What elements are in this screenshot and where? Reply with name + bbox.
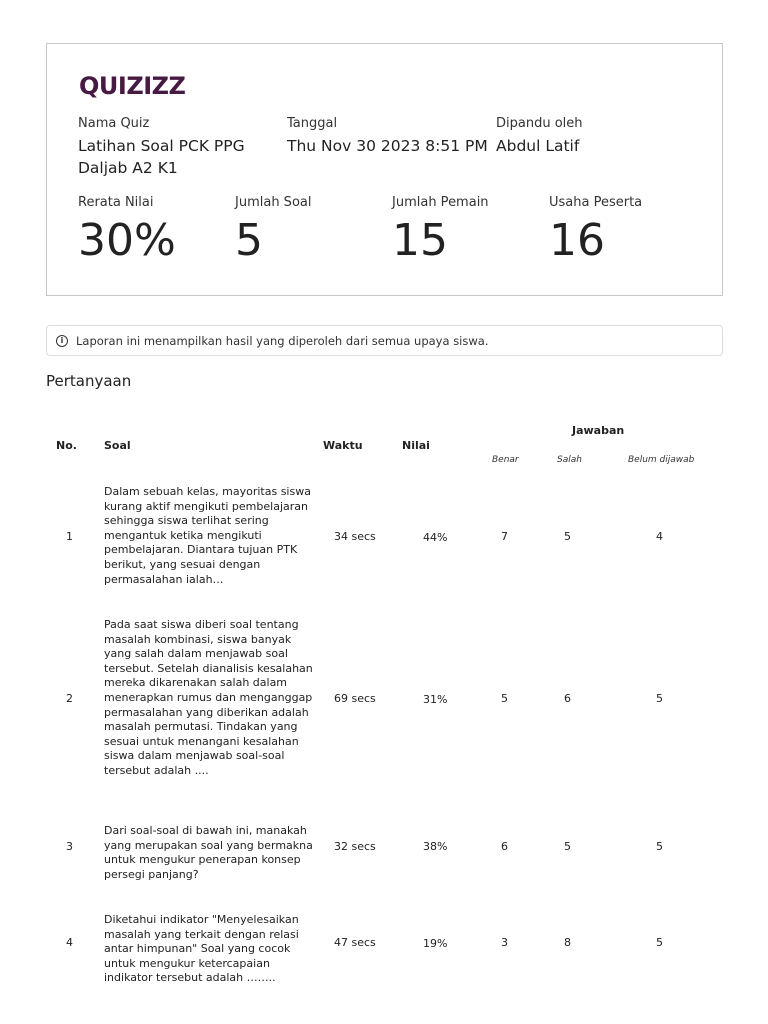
time-value: 47 secs <box>334 936 376 949</box>
row-number: 1 <box>66 530 73 543</box>
time-value: 32 secs <box>334 840 376 853</box>
unanswered-count: 4 <box>656 530 663 543</box>
host-value: Abdul Latif <box>496 137 580 155</box>
correct-count: 7 <box>501 530 508 543</box>
wrong-count: 8 <box>564 936 571 949</box>
info-banner-text: Laporan ini menampilkan hasil yang diperoleh dari semua upaya siswa. <box>76 333 489 348</box>
quiz-summary-card <box>46 43 723 296</box>
header-benar: Benar <box>492 455 519 465</box>
header-salah: Salah <box>557 455 582 465</box>
header-belum: Belum dijawab <box>628 455 695 465</box>
attempt-count-label: Usaha Peserta <box>549 195 643 210</box>
correct-count: 5 <box>501 692 508 705</box>
quizizz-logo: QUIZIZZ <box>79 72 186 100</box>
info-banner <box>46 325 723 356</box>
attempt-count-value: 16 <box>549 215 605 266</box>
unanswered-count: 5 <box>656 936 663 949</box>
score-value: 19% <box>423 937 448 950</box>
time-value: 69 secs <box>334 692 376 705</box>
correct-count: 6 <box>501 840 508 853</box>
avg-score-value: 30% <box>78 215 176 266</box>
score-value: 38% <box>423 840 448 853</box>
header-jawaban: Jawaban <box>572 424 625 437</box>
quiz-name: Latihan Soal PCK PPG Daljab A2 K1 <box>78 137 245 177</box>
row-number: 2 <box>66 692 73 705</box>
score-value: 31% <box>423 693 448 706</box>
unanswered-count: 5 <box>656 840 663 853</box>
section-title: Pertanyaan <box>46 372 132 390</box>
wrong-count: 5 <box>564 840 571 853</box>
correct-count: 3 <box>501 936 508 949</box>
wrong-count: 5 <box>564 530 571 543</box>
date-value: Thu Nov 30 2023 8:51 PM <box>287 137 488 155</box>
header-soal: Soal <box>104 439 131 452</box>
header-no: No. <box>56 439 77 452</box>
player-count-value: 15 <box>392 215 448 266</box>
unanswered-count: 5 <box>656 692 663 705</box>
row-number: 4 <box>66 936 73 949</box>
question-text: Diketahui indikator "Menyelesaikan masalah yang terkait dengan relasi antar himpunan" Soal yang cocok untuk mengukur ketercapaian indikator tersebut adalah …….. <box>104 913 299 985</box>
info-icon: i <box>56 335 68 347</box>
quiz-name-label: Nama Quiz <box>78 116 150 131</box>
question-text: Pada saat siswa diberi soal tentang masalah kombinasi, siswa banyak yang salah dalam menjawab soal tersebut. Setelah dianalisis kesalahan mereka dikarenakan salah dalam menerapkan rumus dan menganggap permasalahan yang diberikan adalah masalah permutasi. Tindakan yang sesuai untuk menangani kesalahan siswa dalam menjawab soal-soal tersebut adalah .... <box>104 618 313 777</box>
date-label: Tanggal <box>287 116 338 131</box>
host-label: Dipandu oleh <box>496 116 583 131</box>
player-count-label: Jumlah Pemain <box>392 195 489 210</box>
header-nilai: Nilai <box>402 439 430 452</box>
time-value: 34 secs <box>334 530 376 543</box>
question-count-label: Jumlah Soal <box>235 195 312 210</box>
question-text: Dalam sebuah kelas, mayoritas siswa kurang aktif mengikuti pembelajaran sehingga siswa terlihat sering mengantuk ketika mengikuti pembelajaran. Diantara tujuan PTK berikut, yang sesuai dengan permasalahan ialah… <box>104 485 311 586</box>
question-count-value: 5 <box>235 215 263 266</box>
wrong-count: 6 <box>564 692 571 705</box>
question-text: Dari soal-soal di bawah ini, manakah yang merupakan soal yang bermakna untuk mengukur penerapan konsep persegi panjang? <box>104 824 313 881</box>
avg-score-label: Rerata Nilai <box>78 195 154 210</box>
row-number: 3 <box>66 840 73 853</box>
header-waktu: Waktu <box>323 439 363 452</box>
score-value: 44% <box>423 531 448 544</box>
